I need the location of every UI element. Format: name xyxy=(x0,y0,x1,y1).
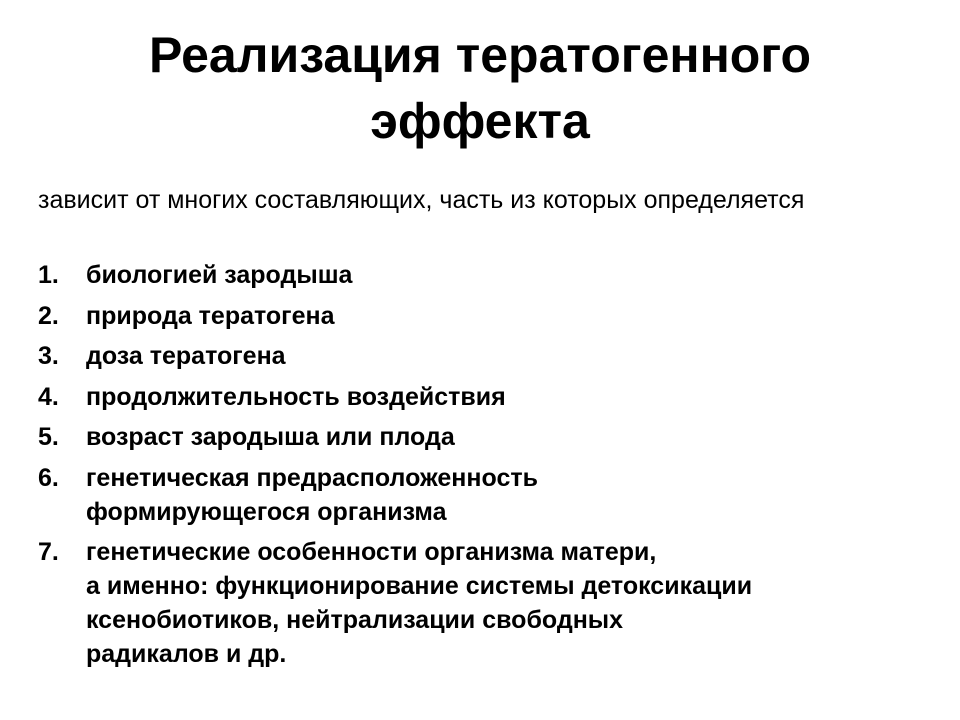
list-item-line: ксенобиотиков, нейтрализации свободных xyxy=(86,606,624,634)
list-item-line: генетические особенности организма матери, xyxy=(86,538,657,566)
list-item-line: формирующегося организма xyxy=(86,497,447,526)
list-item xyxy=(38,461,938,529)
list-item xyxy=(38,535,938,671)
slide-title: Реализация тератогенного эффекта xyxy=(148,27,812,149)
list-item-line: доза тератогена xyxy=(86,342,286,370)
list-item-line: возраст зародыша или плода xyxy=(86,423,455,451)
list-item-number: 7. xyxy=(38,538,59,566)
list-item-text xyxy=(86,461,938,529)
list-item-text xyxy=(86,339,938,373)
list-item-text xyxy=(86,258,938,292)
numbered-list xyxy=(38,258,938,678)
list-item-number: 6. xyxy=(38,463,59,492)
intro-text: зависит от многих составляющих, часть из которых определяется xyxy=(38,186,805,214)
list-item-line: генетическая предрасположенность xyxy=(86,463,538,492)
list-item-text xyxy=(86,535,938,671)
list-item-number: 4. xyxy=(38,382,59,411)
list-item xyxy=(38,380,938,414)
list-item-text xyxy=(86,420,938,454)
list-item xyxy=(38,258,938,292)
list-item-number: 3. xyxy=(38,342,59,370)
list-item-line: природа тератогена xyxy=(86,301,335,330)
list-item-line: радикалов и др. xyxy=(86,640,287,668)
list-item-number: 2. xyxy=(38,301,59,330)
list-item-text xyxy=(86,380,938,414)
list-item-line: биологией зародыша xyxy=(86,261,353,289)
list-item-line: продолжительность воздействия xyxy=(86,382,506,411)
list-item-number: 5. xyxy=(38,423,59,451)
list-item-line: а именно: функционирование системы детоксикации xyxy=(86,572,753,600)
list-item-number: 1. xyxy=(38,261,59,289)
list-item xyxy=(38,299,938,333)
list-item xyxy=(38,339,938,373)
list-item-text xyxy=(86,299,938,333)
list-item xyxy=(38,420,938,454)
